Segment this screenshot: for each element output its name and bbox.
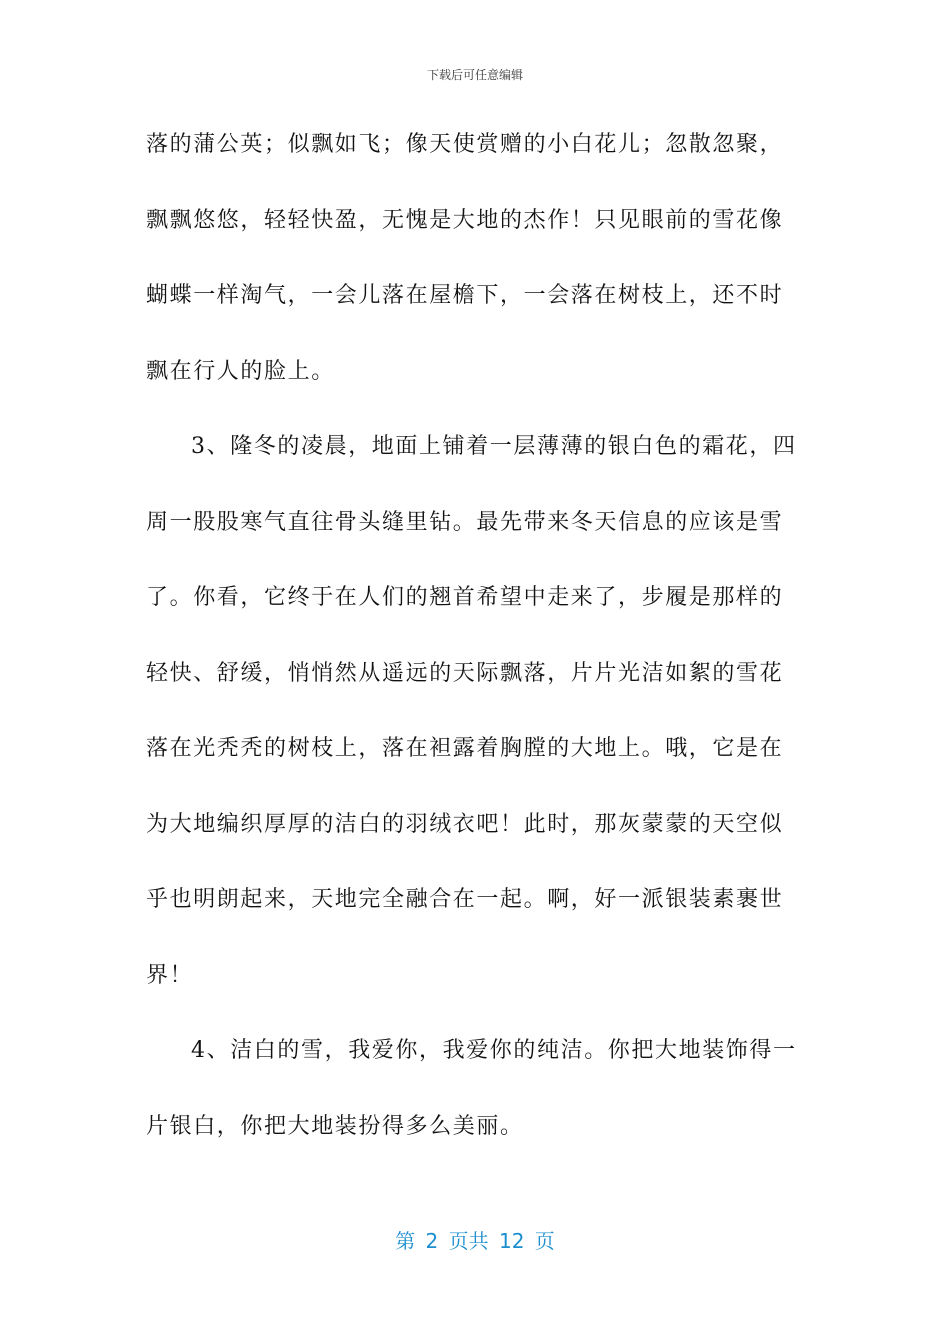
page-header: 下载后可任意编辑 [426,68,523,82]
paragraph-start-line: 3、隆冬的凌晨，地面上铺着一层薄薄的银白色的霜花，四 [191,434,797,459]
text-line: 片银白，你把大地装扮得多么美丽。 [146,1113,524,1139]
text-line: 轻快、舒缓，悄悄然从遥远的天际飘落，片片光洁如絮的雪花 [146,660,784,686]
document-body [146,128,796,1185]
text-line: 周一股股寒气直往骨头缝里钻。最先带来冬天信息的应该是雪 [146,509,784,535]
text-line: 落在光秃秃的树枝上，落在袒露着胸膛的大地上。哦，它是在 [146,736,784,761]
text-line: 了。你看，它终于在人们的翘首希望中走来了，步履是那样的 [146,585,784,610]
text-line: 界！ [146,962,194,988]
page-number-footer: 第 2 页共 12 页 [395,1229,555,1253]
text-line: 飘在行人的脸上。 [146,358,335,384]
paragraph-start-line: 4、洁白的雪，我爱你，我爱你的纯洁。你把大地装饰得一 [191,1038,797,1063]
text-line: 为大地编织厚厚的洁白的羽绒衣吧！此时，那灰蒙蒙的天空似 [146,811,784,837]
text-line: 蝴蝶一样淘气，一会儿落在屋檐下，一会落在树枝上，还不时 [146,283,784,308]
text-line: 乎也明朗起来，天地完全融合在一起。啊，好一派银装素裹世 [146,887,784,912]
text-line: 落的蒲公英；似飘如飞；像天使赏赠的小白花儿；忽散忽聚， [146,132,784,157]
text-line: 飘飘悠悠，轻轻快盈，无愧是大地的杰作！只见眼前的雪花像 [146,207,784,233]
